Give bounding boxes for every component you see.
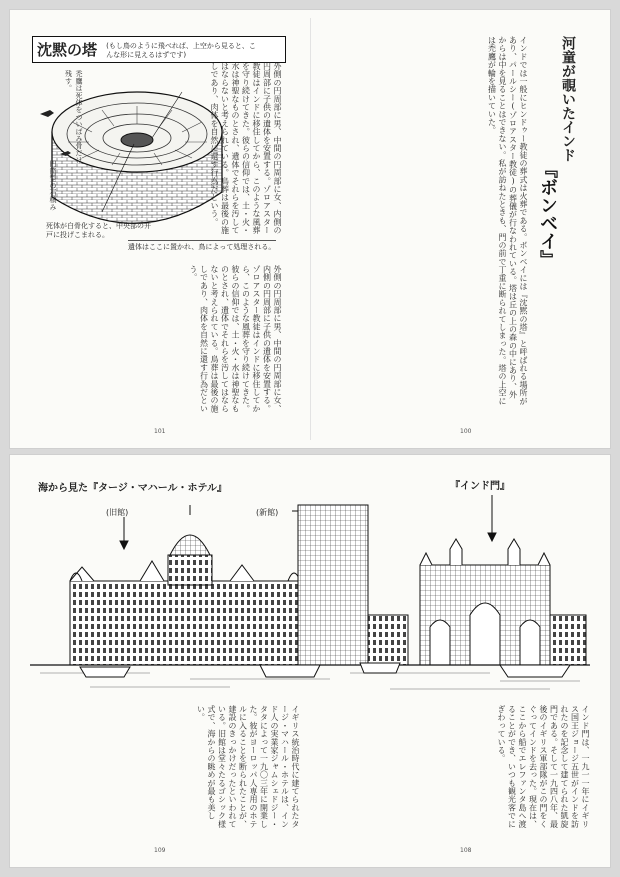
bottom-spread (10, 455, 610, 867)
gutter-divider (310, 18, 311, 440)
well-caption: 死体が白骨化すると、中央部の井戸に投げこまれる。 (46, 222, 151, 239)
bombay-title: 『ボンベイ』 (537, 160, 558, 268)
tower-subtitle: (もし鳥のように飛べれば、上空から見ると、こんな形に見えるはずです) (106, 41, 256, 59)
inner-pit-label: 円筒型の石積み (49, 160, 57, 211)
vultures-label: 禿鷹は死体をついばみ骨だけ残す。 (64, 70, 83, 164)
right-page-body: インド門は、一九一一年にイギリス国王ジョージ五世がインドを訪れたのを記念して建てられた凱旋門である。そして一九四八年、最後のイギリス軍部隊がこの門をくぐってインドを去った。現在は、ここから船でエレファンタ島へ渡ることができ、いつも観光客でにぎわっている。 (497, 705, 590, 828)
series-title: 河童が覗いたインド (560, 36, 576, 162)
old-wing-label: (旧館) (106, 508, 129, 517)
left-page-body-lower: 外側の円周部に男、中間の円周部に女、内側の円周部に子供の遺体を安置する。ゾロアスター教徒はインドに移住してから、このような風葬を守り続けてきた。彼らの信仰では、土・火・水は神聖なものとされ、遺体でそれらを汚してはならないと考えられている。鳥葬は最後の施しであり、肉体を自然に還す行為だという。 (189, 265, 282, 413)
tower-title: 沈黙の塔 (37, 41, 98, 59)
left-page-body-upper: 外側の円周部に男、中間の円周部に女、内側の円周部に子供の遺体を安置する。ゾロアスター教徒はインドに移住してから、このような風葬を守り続けてきた。彼らの信仰では、土・火・水は神聖なものとされ、遺体でそれらを汚してはならないと考えられている。鳥葬は最後の施しであり、肉体を自然に還す行為だという。 (210, 62, 282, 235)
page-number-108: 108 (460, 847, 472, 854)
right-page-body: インドでは一般にヒンドゥー教徒の葬式は火葬である。ボンベイには『沈黙の塔』と呼ばれる場所があり、パールシー(ゾロアスター教徒)の葬儀が行なわれている。塔は丘の上の森の中にあり、外からは中を見ることはできない。私が訪ねたときも、門の前で丁重に断られてしまった。塔の上空には禿鷹が輪を描いていた。 (487, 36, 528, 405)
page-number-101: 101 (154, 428, 166, 435)
bottom-caption: 遺体はここに置かれ、鳥によって処理される。 (128, 240, 276, 252)
bombay-waterfront-illustration (30, 495, 590, 695)
new-wing-label: (新館) (256, 508, 279, 517)
page-number-109: 109 (154, 847, 166, 854)
page-number-100: 100 (460, 428, 472, 435)
top-spread (10, 10, 610, 448)
left-page-body: イギリス統治時代に建てられたタージ・マハール・ホテルは、インド人の実業家ジャムシェドジー・タタによって一九〇三年に開業した。彼がヨーロッパ人専用のホテルに入ることを断られたことが、建設のきっかけだったといわれている。旧館は堂々たるゴシック様式で、海からの眺めが最も美しい。 (196, 705, 300, 828)
taj-hotel-title: 海から見た『タージ・マハール・ホテル』 (38, 483, 227, 494)
gateway-label: 『インド門』 (450, 481, 510, 492)
tower-title-box (32, 36, 286, 63)
